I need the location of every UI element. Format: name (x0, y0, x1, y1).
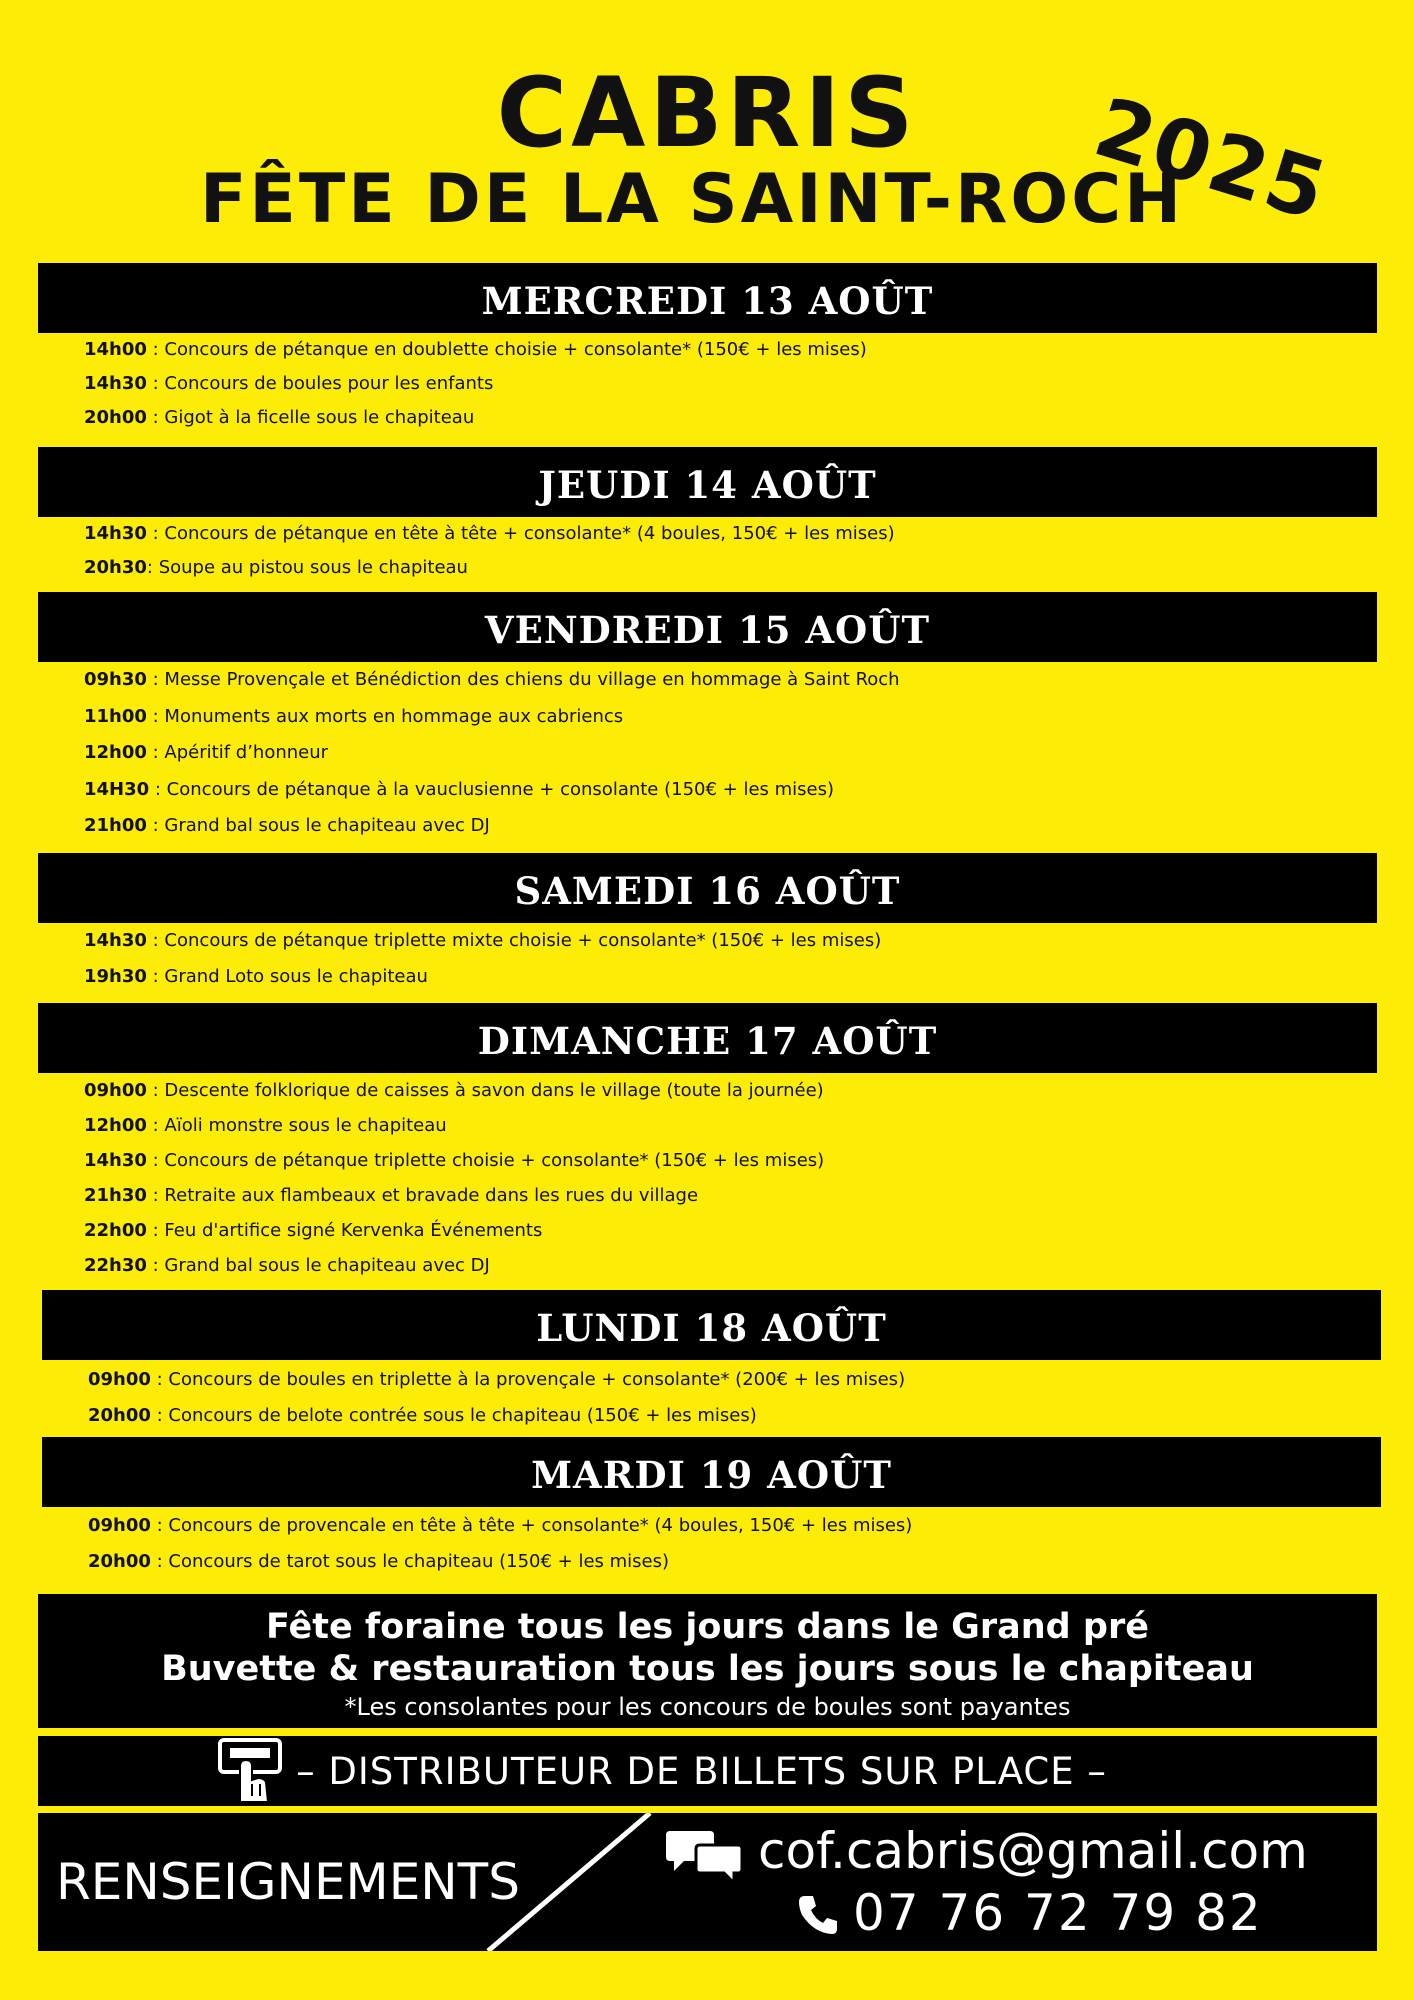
event-time: 21h00 (84, 815, 147, 836)
event-time: 19h30 (84, 966, 147, 987)
event-description: : Grand bal sous le chapiteau avec DJ (146, 815, 490, 836)
event-time: 14h30 (84, 523, 147, 544)
info-refreshments: Buvette & restauration tous les jours sous le chapiteau (161, 1649, 1254, 1689)
info-footnote: *Les consolantes pour les concours de boules sont payantes (344, 1693, 1071, 1721)
event-time: 12h00 (84, 742, 147, 763)
event-time: 21h30 (84, 1185, 147, 1206)
event-row (88, 1398, 1388, 1434)
event-row (84, 662, 1384, 699)
event-description: : Soupe au pistou sous le chapiteau (146, 557, 468, 578)
phone-icon (796, 1893, 840, 1937)
event-row (84, 401, 1384, 435)
event-row (84, 808, 1384, 845)
day-events (84, 333, 1384, 435)
day-events (84, 517, 1384, 585)
day-header: VENDREDI 15 AOÛT (38, 592, 1377, 662)
event-time: 12h00 (84, 1115, 147, 1136)
event-time: 20h30 (84, 557, 147, 578)
event-row (84, 517, 1384, 551)
event-description: : Concours de tarot sous le chapiteau (150€ + les mises) (150, 1551, 670, 1572)
event-description: : Concours de belote contrée sous le chapiteau (150€ + les mises) (150, 1405, 757, 1426)
event-time: 09h00 (88, 1515, 151, 1536)
contact-box (38, 1813, 1377, 1951)
event-row (84, 333, 1384, 367)
event-description: : Concours de pétanque triplette mixte choisie + consolante* (150€ + les mises) (146, 930, 882, 951)
info-funfair: Fête foraine tous les jours dans le Grand pré (266, 1607, 1149, 1647)
event-row (84, 1248, 1384, 1283)
event-row (84, 959, 1384, 995)
day-events (88, 1508, 1388, 1580)
event-row (84, 1143, 1384, 1178)
event-description: : Apéritif d’honneur (146, 742, 329, 763)
event-row (88, 1362, 1388, 1398)
day-header: DIMANCHE 17 AOÛT (38, 1003, 1377, 1073)
event-time: 22h00 (84, 1220, 147, 1241)
event-description: : Concours de pétanque triplette choisie + consolante* (150€ + les mises) (146, 1150, 825, 1171)
day-events (88, 1362, 1388, 1434)
event-description: : Concours de pétanque en tête à tête + consolante* (4 boules, 150€ + les mises) (146, 523, 895, 544)
atm-cash-icon (218, 1736, 290, 1806)
event-row (84, 1178, 1384, 1213)
event-time: 14H30 (84, 778, 150, 800)
event-description: : Concours de provencale en tête à tête + consolante* (4 boules, 150€ + les mises) (150, 1515, 913, 1536)
event-description: : Gigot à la ficelle sous le chapiteau (146, 407, 475, 428)
contact-email[interactable]: cof.cabris@gmail.com (758, 1822, 1308, 1880)
event-row (84, 699, 1384, 736)
event-row (84, 923, 1384, 959)
contact-phone[interactable]: 07 76 72 79 82 (853, 1884, 1263, 1942)
event-row (88, 1508, 1388, 1544)
chat-bubbles-icon (666, 1827, 744, 1883)
event-description: : Grand bal sous le chapiteau avec DJ (146, 1255, 490, 1276)
event-time: 09h30 (84, 669, 147, 690)
event-description: : Concours de pétanque en doublette choisie + consolante* (150€ + les mises) (146, 339, 867, 360)
event-description: : Feu d'artifice signé Kervenka Événements (146, 1220, 543, 1241)
event-description: : Grand Loto sous le chapiteau (146, 966, 428, 987)
event-row (84, 1213, 1384, 1248)
town-title: CABRIS (496, 57, 918, 169)
event-description: : Descente folklorique de caisses à savon dans le village (toute la journée) (146, 1080, 824, 1101)
event-description: : Monuments aux morts en hommage aux cabriencs (146, 705, 624, 727)
event-row (88, 1544, 1388, 1580)
year-badge: 2025 (1084, 80, 1338, 240)
event-description: : Concours de boules en triplette à la provençale + consolante* (200€ + les mises) (150, 1369, 906, 1390)
event-row (84, 551, 1384, 585)
day-header: MARDI 19 AOÛT (42, 1437, 1381, 1507)
event-title: FÊTE DE LA SAINT-ROCH (199, 160, 1185, 239)
event-row (84, 735, 1384, 772)
event-time: 22h30 (84, 1255, 147, 1276)
event-row (84, 772, 1384, 809)
event-time: 14h30 (84, 373, 147, 394)
event-time: 11h00 (84, 705, 147, 727)
event-description: : Concours de boules pour les enfants (146, 373, 494, 394)
event-description: : Messe Provençale et Bénédiction des chiens du village en hommage à Saint Roch (146, 669, 900, 690)
event-time: 20h00 (84, 407, 147, 428)
day-events (84, 662, 1384, 845)
day-header: LUNDI 18 AOÛT (42, 1290, 1381, 1360)
day-header: MERCREDI 13 AOÛT (38, 263, 1377, 333)
event-time: 14h00 (84, 339, 147, 360)
event-description: : Aïoli monstre sous le chapiteau (146, 1115, 447, 1136)
contact-label: RENSEIGNEMENTS (56, 1853, 520, 1911)
event-time: 09h00 (84, 1080, 147, 1101)
day-events (84, 923, 1384, 995)
event-row (84, 1073, 1384, 1108)
event-time: 20h00 (88, 1405, 151, 1426)
day-header: JEUDI 14 AOÛT (38, 447, 1377, 517)
event-time: 14h30 (84, 930, 147, 951)
atm-banner (38, 1736, 1377, 1806)
event-row (84, 367, 1384, 401)
event-time: 09h00 (88, 1369, 151, 1390)
event-row (84, 1108, 1384, 1143)
atm-text: – DISTRIBUTEUR DE BILLETS SUR PLACE – (296, 1749, 1107, 1793)
event-time: 20h00 (88, 1551, 151, 1572)
event-description: : Concours de pétanque à la vauclusienne + consolante (150€ + les mises) (149, 778, 835, 800)
event-description: : Retraite aux flambeaux et bravade dans les rues du village (146, 1185, 699, 1206)
event-time: 14h30 (84, 1150, 147, 1171)
info-box (38, 1594, 1377, 1728)
day-events (84, 1073, 1384, 1283)
day-header: SAMEDI 16 AOÛT (38, 853, 1377, 923)
